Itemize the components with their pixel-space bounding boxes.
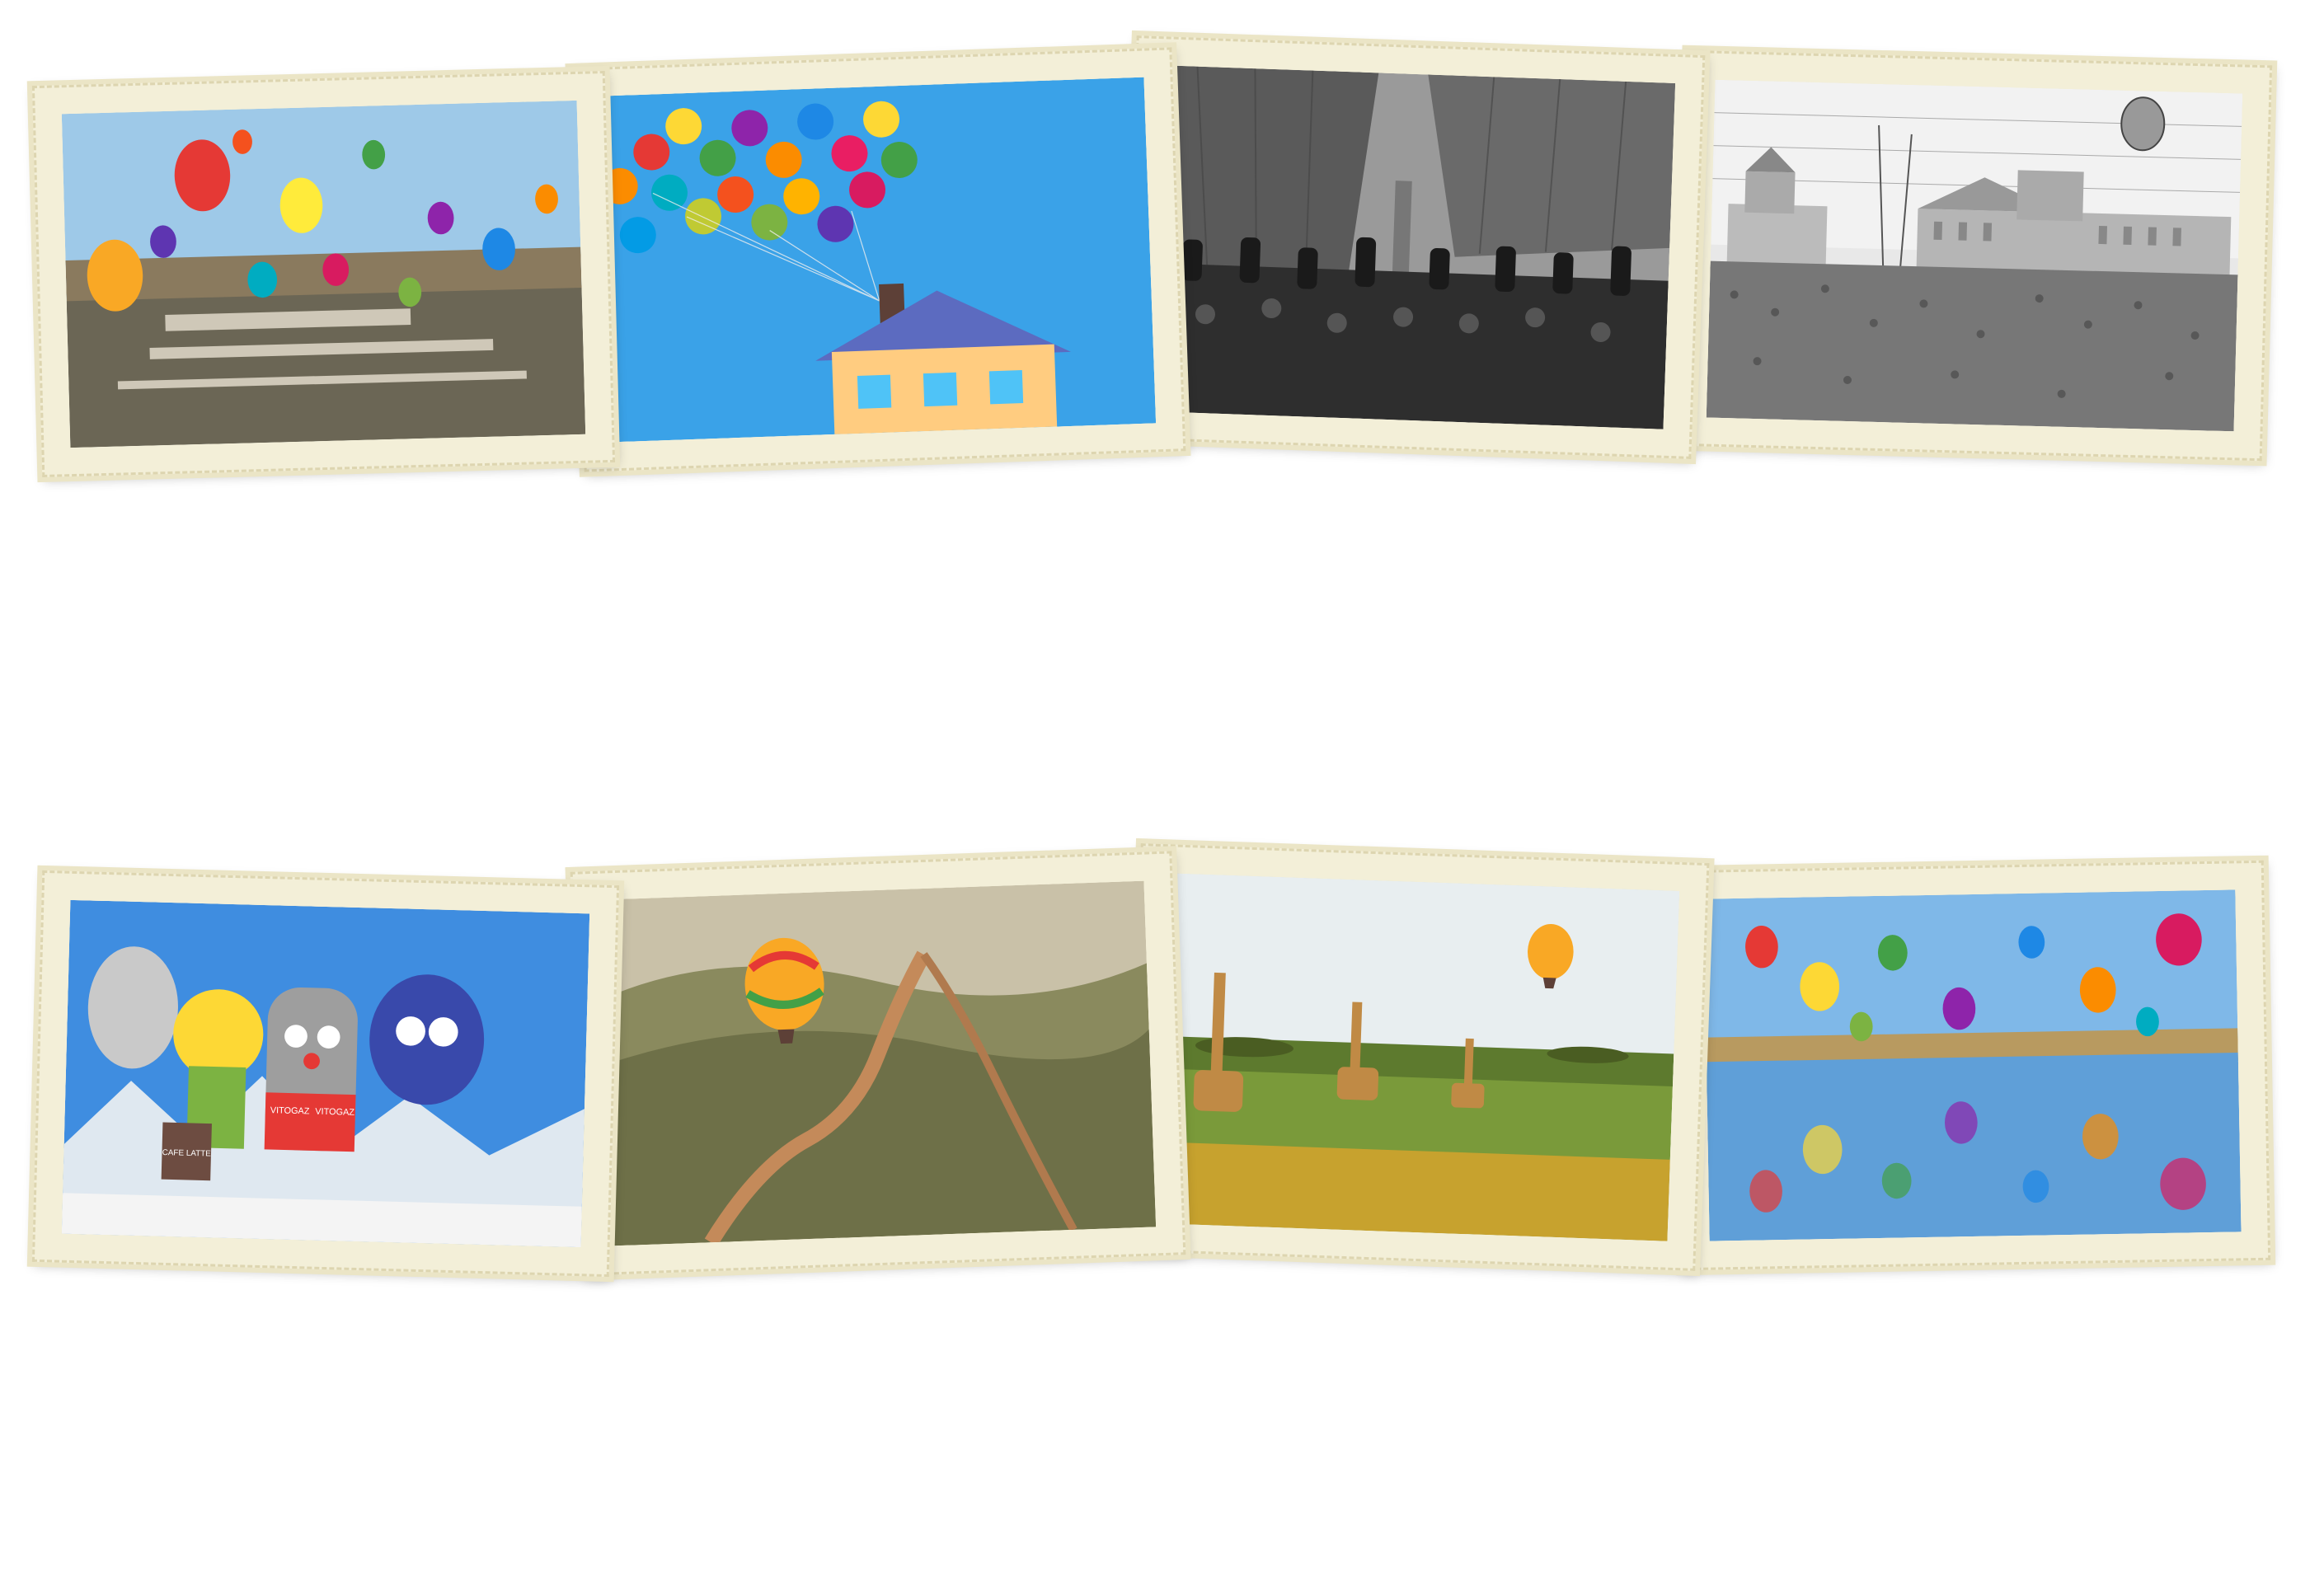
photo-stamp-frame: [1674, 861, 2270, 1270]
vitogaz-label-2: VITOGAZ: [315, 1106, 355, 1118]
up-movie-photo: [600, 77, 1156, 443]
photo-stamp-frame: [1123, 35, 1706, 459]
reno-lake-photo: [1703, 889, 2241, 1241]
photo-stamp-frame: [1127, 843, 1710, 1271]
photo-stamp-frame: [32, 870, 619, 1277]
vitogaz-label-1: VITOGAZ: [270, 1105, 310, 1117]
cafe-latte-label: CAFE LATTE: [162, 1148, 211, 1159]
engraving-photo: [1707, 80, 2243, 432]
photo-stamp-frame: [570, 851, 1186, 1275]
jaipur-fort-photo: [600, 881, 1156, 1246]
photo-stamp-frame: [570, 47, 1186, 471]
swiss-alps-festival-photo: [62, 900, 589, 1247]
photo-stamp-frame: [1677, 50, 2272, 461]
photo-stamp-frame: [32, 71, 615, 477]
serengeti-giraffe-photo: [1157, 873, 1679, 1241]
albuquerque-festival-photo: [62, 101, 585, 448]
historic-tehran-photo: [1153, 65, 1675, 429]
